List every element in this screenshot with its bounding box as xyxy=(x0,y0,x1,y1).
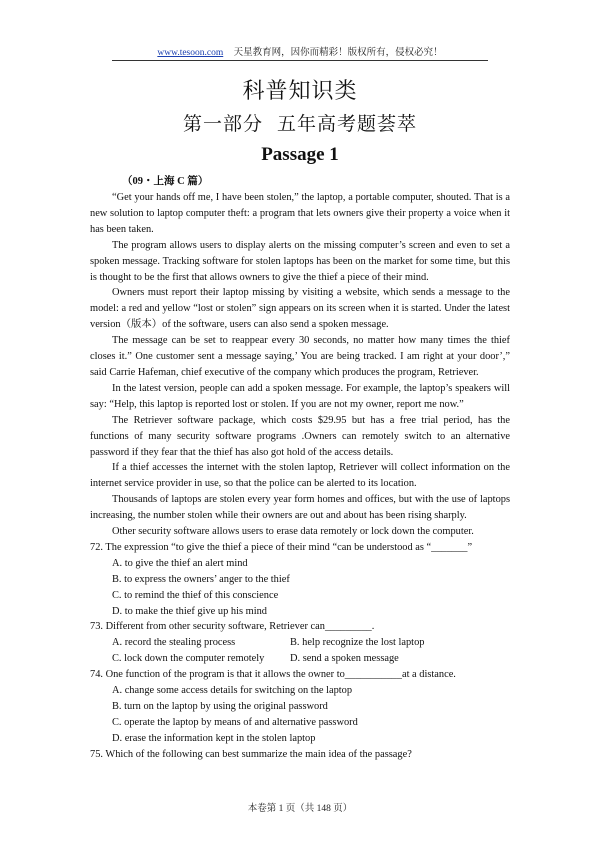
header-tagline: 天星教育网，因你而精彩！版权所有，侵权必究！ xyxy=(233,48,443,58)
question-72-stem: 72. The expression “to give the thief a piece of their mind “can be understood as “_______” xyxy=(90,541,473,553)
header-divider xyxy=(112,60,488,61)
question-75-stem: 75. Which of the following can best summarize the main idea of the passage? xyxy=(90,748,412,760)
paragraph: Thousands of laptops are stolen every year form homes and offices, but with the use of laptops increasing, the number stolen while their owners are out and about has been rising sharply. xyxy=(90,494,510,522)
question-73-options-row xyxy=(90,635,510,651)
question-72-option-a: A. to give the thief an alert mind xyxy=(112,557,248,569)
question-74-option-c: C. operate the laptop by means of and alternative password xyxy=(112,716,358,728)
passage-body xyxy=(90,190,510,763)
paragraph: In the latest version, people can add a spoken message. For example, the laptop’s speakers will say: “Help, this laptop is reported lost or stolen. If you are not my owner, report me now.” xyxy=(90,382,510,410)
question-74-option-b: B. turn on the laptop by using the original password xyxy=(112,701,328,712)
question-73-option-b: B. help recognize the lost laptop xyxy=(290,637,425,649)
page-footer: 本卷第 1 页（共 148 页） xyxy=(247,804,353,814)
subtitle-name: 五年高考题荟萃 xyxy=(277,114,418,135)
paragraph: The message can be set to reappear every 30 seconds, no matter how many times the thief closes it.” One customer sent a message saying,’ You are being tracked. I am right at your door’,” said Carrie Hafeman, chief executive of the company which produces the program, Retriever. xyxy=(90,335,510,378)
question-74-option-a: A. change some access details for switching on the laptop xyxy=(112,685,353,697)
question-73-stem: 73. Different from other security software, Retriever can_________. xyxy=(90,621,375,633)
paragraph: The Retriever software package, which costs $29.95 but has a free trial period, has the functions of many security software programs .Owners can remotely switch to an alternative password if they fear that the thief has also got hold of the access details. xyxy=(90,414,510,458)
subtitle-part: 第一部分 xyxy=(182,114,263,135)
question-73-option-a: A. record the stealing process xyxy=(112,637,236,649)
question-73-option-c: C. lock down the computer remotely xyxy=(112,653,265,665)
question-73-option-d: D. send a spoken message xyxy=(290,653,399,665)
question-72-option-d: D. to make the thief give up his mind xyxy=(112,605,267,617)
passage-title: Passage 1 xyxy=(261,144,339,165)
document-subtitle xyxy=(0,109,600,136)
question-73-options-row xyxy=(90,651,510,667)
paragraph: Other security software allows users to erase data remotely or lock down the computer. xyxy=(112,526,474,538)
question-74-stem: 74. One function of the program is that it allows the owner to___________at a distance. xyxy=(90,669,456,681)
document-title: 科普知识类 xyxy=(242,78,358,103)
question-72-option-c: C. to remind the thief of this conscience xyxy=(112,589,279,601)
question-72-option-b: B. to express the owners’ anger to the thief xyxy=(112,573,290,585)
paragraph: If a thief accesses the internet with the stolen laptop, Retriever will collect information on the internet service provider in use, so that the police can be alerted to its location. xyxy=(90,462,510,490)
passage-source: （09・上海 C 篇） xyxy=(122,176,209,187)
page-header xyxy=(0,44,600,58)
question-74-option-d: D. erase the information kept in the stolen laptop xyxy=(112,732,316,744)
paragraph: “Get your hands off me, I have been stolen,” the laptop, a portable computer, shouted. That is a new solution to laptop computer theft: a program that lets owners give their property a voice when it has been taken. xyxy=(90,192,510,235)
paragraph: Owners must report their laptop missing by visiting a website, which sends a message to the model: a red and yellow “lost or stolen” sign appears on its screen when it is started. Under the latest version（版本）of the software, users can also send a spoken message. xyxy=(90,287,510,331)
paragraph: The program allows users to display alerts on the missing computer’s screen and even to set a spoken message. Tracking software for stolen laptops has been on the market for some time, but this is thought to be the first that allows owners to give the thief a piece of their mind. xyxy=(90,239,510,283)
header-url-link[interactable]: www.tesoon.com xyxy=(157,48,224,58)
